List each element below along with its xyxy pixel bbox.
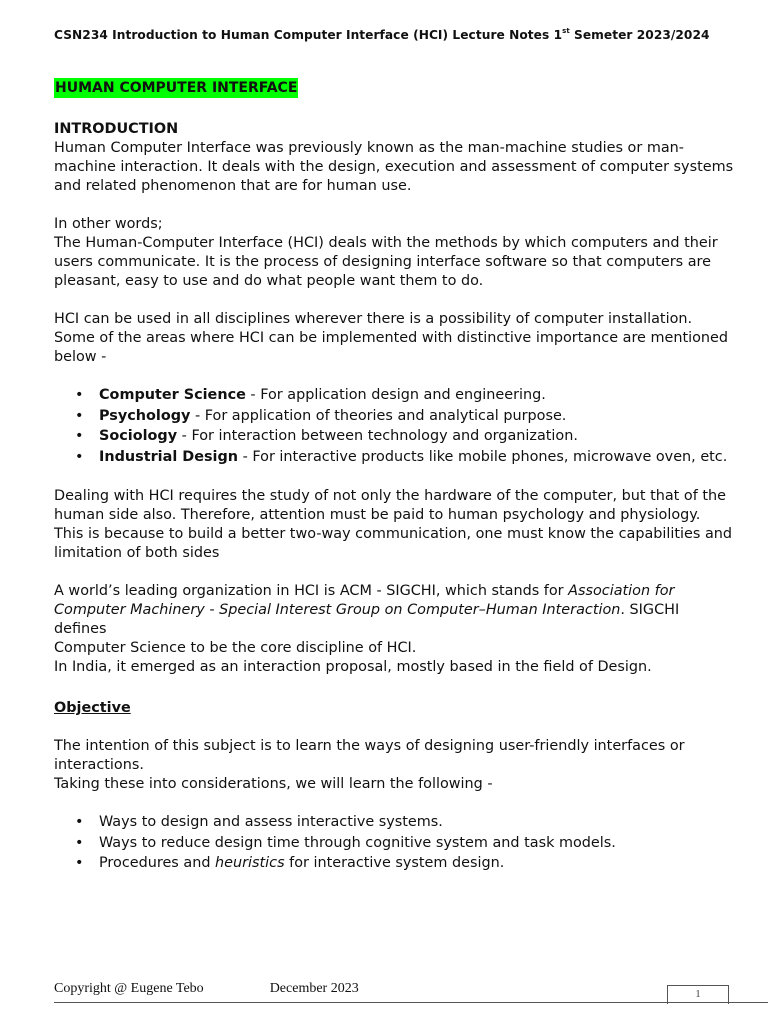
header-title-sup: st [562,26,570,35]
intro-paragraph-4b: This is because to build a better two-way communication, one must know the capabilities and limitation of both sides [54,526,733,561]
intro-paragraph-2a: In other words; [54,216,163,232]
footer-date: December 2023 [269,981,359,996]
objective-paragraph-1b: Taking these into considerations, we will learn the following - [54,776,493,792]
item3-post: for interactive system design. [284,855,505,871]
area-desc: - For application design and engineering. [245,387,546,403]
p5-pre: A world’s leading organization in HCI is ACM - SIGCHI, which stands for [54,583,569,599]
intro-paragraph-5b: Computer Science to be the core discipline of HCI. [54,640,417,656]
area-desc: - For interaction between technology and organization. [177,428,578,444]
p5-post: . SIGCHI defines [54,602,680,637]
list-item [99,854,734,873]
list-item: • Ways to design and assess interactive systems. [99,813,734,832]
list-item [99,407,734,426]
list-item [99,448,734,467]
header-title-post: Semeter 2023/2024 [569,28,710,42]
area-term: Psychology [99,407,191,424]
page-footer [54,981,359,997]
area-term: Sociology [99,428,178,444]
intro-paragraph-1: Human Computer Interface was previously known as the man-machine studies or man-machine interaction. It deals with the design, execution and assessment of computer systems and related phenomenon that are for human use. [54,140,734,194]
page-header [54,28,710,42]
footer-copyright: Copyright @ Eugene Tebo [54,981,204,996]
objective-heading: Objective [54,700,131,716]
area-term: Computer Science [99,387,246,403]
objective-paragraph-1a: The intention of this subject is to learn the ways of designing user-friendly interfaces or interactions. [54,738,685,773]
area-term: Industrial Design [99,448,239,465]
item3-pre: Procedures and [99,855,216,871]
item3-italic: heuristics [215,855,285,871]
areas-list [54,386,734,467]
list-item [99,386,734,405]
intro-paragraph-4a: Dealing with HCI requires the study of not only the hardware of the computer, but that of the human side also. Therefore, attention must be paid to human psychology and physiology. [54,488,726,523]
intro-paragraph-3: HCI can be used in all disciplines wherever there is a possibility of computer installation. Some of the areas where HCI can be implemented with distinctive importance are mentioned below - [54,311,729,365]
introduction-heading: INTRODUCTION [54,121,179,137]
area-desc: - For interactive products like mobile phones, microwave oven, etc. [238,448,728,465]
footer-divider [54,1002,768,1003]
intro-paragraph-5c: In India, it emerged as an interaction proposal, mostly based in the field of Design. [54,659,652,675]
header-title-pre: CSN234 Introduction to Human Computer Interface (HCI) Lecture Notes 1 [54,28,563,42]
main-heading: HUMAN COMPUTER INTERFACE [55,80,298,96]
p5-italic: Association for Computer Machinery - Special Interest Group on Computer–Human Interaction [54,583,675,618]
objective-list [54,813,734,873]
page-number: 1 [667,985,729,1004]
intro-paragraph-2b: The Human-Computer Interface (HCI) deals with the methods by which computers and their users communicate. It is the process of designing interface software so that computers are pleasant, easy to use and do what people want them to do. [54,235,718,289]
list-item [99,427,734,446]
area-desc: - For application of theories and analytical purpose. [190,407,567,424]
document-body [54,78,734,875]
intro-paragraph-5 [54,582,734,639]
list-item: • Ways to reduce design time through cognitive system and task models. [99,834,734,853]
